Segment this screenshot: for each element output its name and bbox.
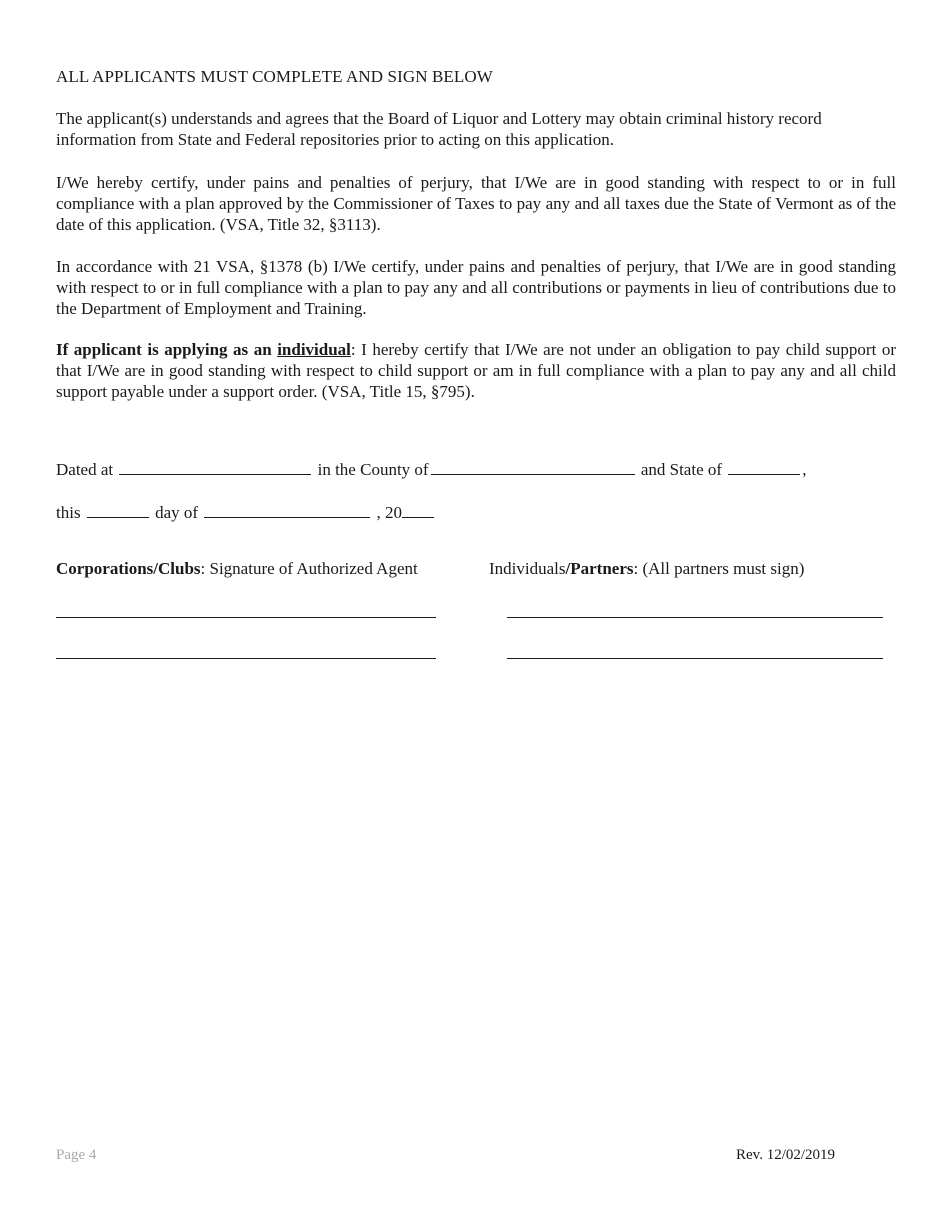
- county-field[interactable]: [431, 458, 635, 475]
- child-support-body: : I hereby certify that I/We are not under an obligation to pay child support or that I/We are in good standing with respect to child support or am in full compliance with a plan to pay any and all child support payable under a support order. (VSA, Title 15, §795).: [56, 340, 897, 401]
- dated-at-label: Dated at: [56, 460, 114, 479]
- employment-contributions-paragraph: In accordance with 21 VSA, §1378 (b) I/We certify, under pains and penalties of perjury, that I/We are in good standing with respect to or in full compliance with a plan to pay any and all contributions or payments in lieu of contributions due to the Department of Employment and Training.: [56, 257, 896, 318]
- child-support-individual-term: individual: [277, 340, 351, 359]
- day-field[interactable]: [87, 501, 149, 518]
- dated-at-row: [56, 458, 807, 480]
- tax-certification-paragraph: I/We hereby certify, under pains and penalties of perjury, that I/We are in good standing with respect to or in full compliance with a plan approved by the Commissioner of Taxes to pay any and all taxes due the State of Vermont as of the date of this application. (VSA, Title 32, §3113).: [56, 173, 896, 234]
- dated-at-field[interactable]: [119, 458, 311, 475]
- corporations-signature-label: [56, 558, 418, 579]
- year-prefix-label: , 20: [376, 503, 403, 522]
- individuals-signature-label: [489, 558, 804, 579]
- child-support-lead: If applicant is applying as an: [56, 340, 278, 359]
- criminal-history-paragraph: The applicant(s) understands and agrees that the Board of Liquor and Lottery may obtain criminal history record information from State and Federal repositories prior to acting on this application.: [56, 109, 822, 149]
- date-row: [56, 501, 436, 523]
- county-label: in the County of: [317, 460, 429, 479]
- corporations-label-bold: Corporations/Clubs: [56, 559, 201, 578]
- day-of-label: day of: [155, 503, 199, 522]
- revision-date: Rev. 12/02/2019: [736, 1147, 836, 1163]
- month-field[interactable]: [204, 501, 370, 518]
- section-heading: ALL APPLICANTS MUST COMPLETE AND SIGN BELOW: [56, 67, 493, 86]
- state-field[interactable]: [728, 458, 800, 475]
- partner-signature-line-1[interactable]: [507, 617, 883, 618]
- partner-signature-line-2[interactable]: [507, 658, 883, 659]
- state-label: and State of: [640, 460, 723, 479]
- child-support-paragraph: [56, 339, 896, 402]
- individuals-label-plain: Individuals: [489, 559, 566, 578]
- year-field[interactable]: [402, 501, 434, 518]
- state-trailing-comma: ,: [802, 460, 807, 479]
- corporation-signature-line-1[interactable]: [56, 617, 436, 618]
- corporations-label-rest: : Signature of Authorized Agent: [200, 559, 418, 578]
- partners-label-bold: /Partners: [565, 559, 634, 578]
- this-label: this: [56, 503, 81, 522]
- corporation-signature-line-2[interactable]: [56, 658, 436, 659]
- individuals-label-rest: : (All partners must sign): [633, 559, 805, 578]
- page-number: Page 4: [56, 1147, 97, 1163]
